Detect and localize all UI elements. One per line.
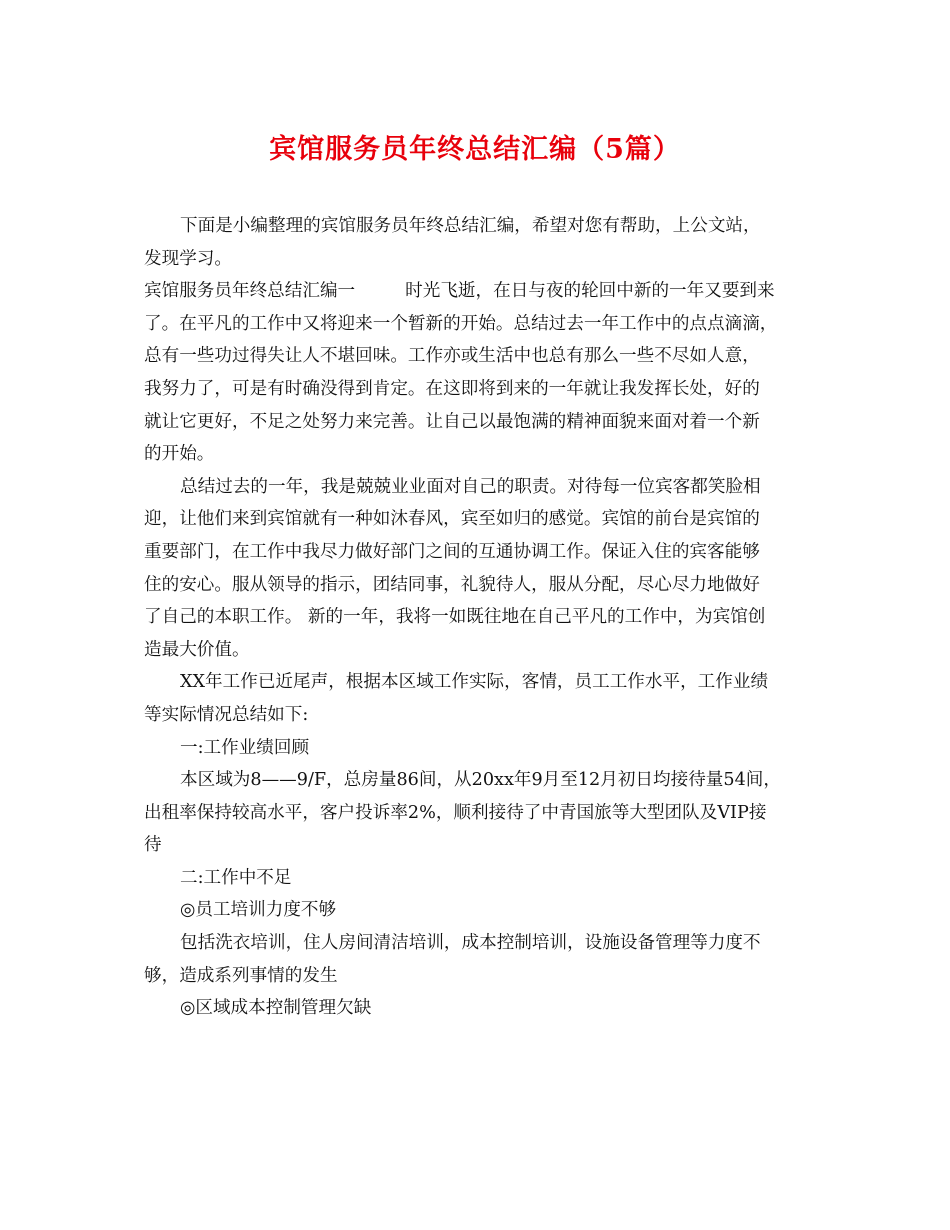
- para4-line: 待: [144, 835, 162, 856]
- section1-first-line: 时光飞逝，在日与夜的轮回中新的一年又要到来: [405, 281, 775, 302]
- para5-line: 够，造成系列事情的发生: [144, 965, 338, 986]
- section1-heading: 宾馆服务员年终总结汇编一: [144, 281, 356, 302]
- para4-line: 出租率保持较高水平，客户投诉率2%，顺利接待了中青国旅等大型团队及VIP接: [144, 802, 767, 823]
- heading-shortfall: 二:工作中不足: [180, 867, 292, 888]
- para1-line: 我努力了，可是有时确没得到肯定。在这即将到来的一年就让我发挥长处，好的: [144, 378, 760, 399]
- heading-review: 一:工作业绩回顾: [180, 737, 310, 758]
- para3-line: 等实际情况总结如下:: [144, 704, 309, 725]
- para2-line: 总结过去的一年，我是兢兢业业面对自己的职责。对待每一位宾客都笑脸相: [180, 476, 761, 497]
- bullet-training: ◎员工培训力度不够: [180, 900, 337, 921]
- document-title: 宾馆服务员年终总结汇编（5篇）: [269, 134, 681, 165]
- para1-line: 总有一些功过得失让人不堪回味。工作亦或生活中也总有那么一些不尽如人意，: [144, 346, 760, 367]
- para4-line: 本区域为8——9/F，总房量86间，从20xx年9月至12月初日均接待量54间，: [180, 770, 781, 791]
- para2-line: 了自己的本职工作。 新的一年，我将一如既往地在自己平凡的工作中，为宾馆创: [144, 607, 766, 628]
- bullet-cost: ◎区域成本控制管理欠缺: [180, 998, 372, 1019]
- intro-line: 下面是小编整理的宾馆服务员年终总结汇编，希望对您有帮助，上公文站，: [180, 216, 761, 236]
- para2-line: 迎，让他们来到宾馆就有一种如沐春风，宾至如归的感觉。宾馆的前台是宾馆的: [144, 509, 760, 530]
- para3-line: XX年工作已近尾声，根据本区域工作实际，客情，员工工作水平，工作业绩: [180, 672, 769, 693]
- section1-line: [144, 275, 834, 308]
- para2-line: 重要部门，在工作中我尽力做好部门之间的互通协调工作。保证入住的宾客能够: [144, 541, 760, 562]
- intro-line: 发现学习。: [144, 248, 232, 269]
- para1-line: 就让它更好，不足之处努力来完善。让自己以最饱满的精神面貌来面对着一个新: [144, 411, 760, 432]
- para2-line: 住的安心。服从领导的指示，团结同事，礼貌待人，服从分配，尽心尽力地做好: [144, 574, 760, 595]
- para5-line: 包括洗衣培训，住人房间清洁培训，成本控制培训，设施设备管理等力度不: [180, 933, 761, 954]
- para2-line: 造最大价值。: [144, 639, 250, 660]
- document-body: [144, 210, 834, 1025]
- para1-line: 了。在平凡的工作中又将迎来一个暂新的开始。总结过去一年工作中的点点滴滴，: [144, 313, 778, 334]
- para1-line: 的开始。: [144, 444, 215, 465]
